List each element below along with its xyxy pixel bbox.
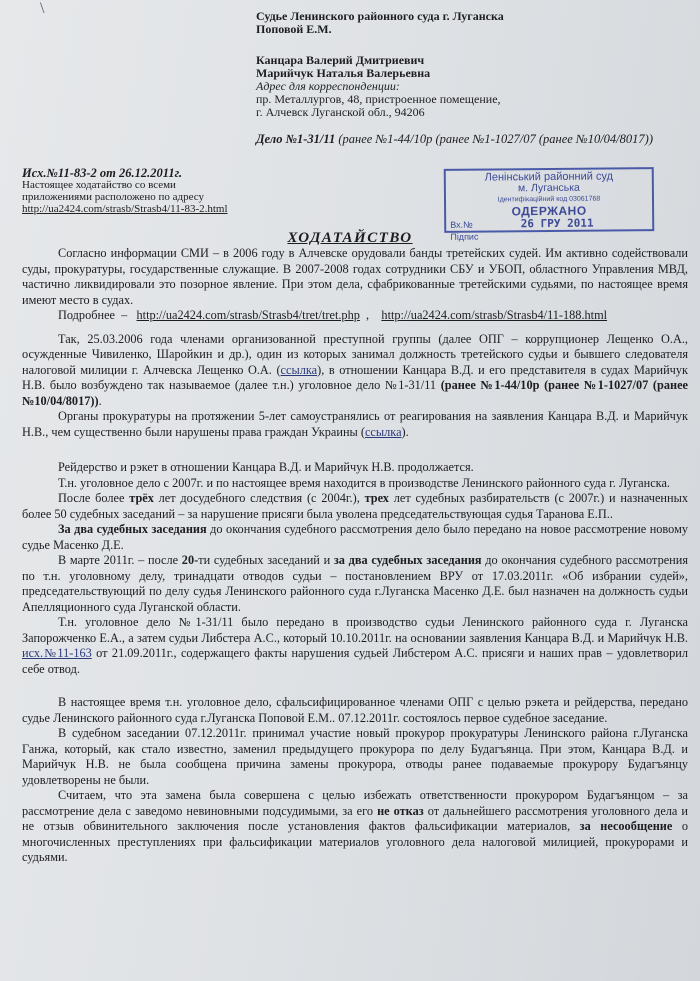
case-number-line	[256, 132, 696, 147]
paragraph-6: Т.н. уголовное дело с 2007г. и по настоящее время находится в производстве Ленинского районного суда г. Луганска.	[58, 475, 670, 490]
case-number: Дело №1-31/11	[256, 132, 336, 146]
addressee-block	[256, 10, 686, 36]
case-previous-numbers: (ранее №1-44/10р (ранее №1-1027/07 (ранее №10/04/8017))	[335, 132, 653, 146]
paragraph-5: Рейдерство и рэкет в отношении Канцара В.Д. и Марийчук Н.В. продолжается.	[58, 460, 474, 474]
addressee-judge: Поповой Е.М.	[256, 22, 332, 36]
paragraph-4	[22, 409, 688, 440]
p13-c: от дальнейшего рассмотрения уголовного дела и не отзыв обвинительного заключения после установления фактов фальсификации материалов,	[22, 803, 689, 833]
paragraph-3	[22, 332, 688, 410]
paragraph-8	[22, 522, 688, 553]
reference-link-2[interactable]: ссылка	[364, 424, 402, 439]
p7-d: лет судебных разбирательств (с 2007г.) и назначенных более 50 судебных заседаний – за нарушение присяги была уволена председательствующая судья Таранова Е.П..	[22, 491, 689, 521]
p9-a: В марте 2011г. – после	[58, 553, 182, 567]
outgoing-block	[22, 167, 252, 215]
p8-rest: до окончания судебного рассмотрения дело было передано на новое рассмотрение новому судье Масенко Д.Е.	[22, 522, 688, 552]
outgoing-link[interactable]: http://ua2424.com/strasb/Strasb4/11-83-2.html	[22, 203, 228, 215]
sender-address-line-1: пр. Металлургов, 48, пристроенное помещение,	[256, 92, 501, 106]
paragraph-11: В настоящее время т.н. уголовное дело, сфальсифицированное членами ОПГ с целью рэкета и рейдерства, передано судье Ленинского районного суда г.Луганска Поповой Е.М.. 07.12.2011г. состоялось первое судебное заседание.	[22, 695, 688, 725]
paragraph-9	[22, 553, 688, 615]
p13-bold-1: не отказ	[377, 803, 424, 818]
stamp-received-label: ОДЕРЖАНО	[511, 203, 587, 219]
stamp-signature-label: Підпис	[450, 231, 479, 242]
document-body	[22, 246, 688, 866]
p7-bold-1: трёх	[129, 491, 154, 505]
details-label: Подробнее	[58, 308, 115, 322]
corner-mark: \	[40, 0, 45, 17]
paragraph-2: Подробнее – http://ua2424.com/strasb/Strasb4/tret/tret.php , http://ua2424.com/strasb/Strasb4/11-188.html	[58, 308, 608, 322]
paragraph-10	[22, 615, 688, 677]
p7-bold-2: трех	[364, 491, 389, 505]
paragraph-4-text: Органы прокуратуры на протяжении 5-лет самоустранялись от реагирования на заявления Канцара В.Д. и Марийчук Н.В., чем существенно были нарушены права граждан Украины (	[22, 409, 688, 439]
document-title: ХОДАТАЙСТВО	[287, 230, 413, 246]
stamp-city: м. Луганська	[517, 181, 580, 195]
paragraph-3-text: Так, 25.03.2006 года членами организованной преступной группы (далее ОПГ – коррупционер Лещенко О.А., осужденные Чивиленко, Шаройкин и др.), один из которых занимал должность третейского судьи и бывшего следователя налоговой милиции г. Алчевска Лещенко О.А. (	[22, 331, 688, 377]
outgoing-ref-link[interactable]: исх.№11-163	[22, 646, 92, 660]
addressee-court: Судье Ленинского районного суда г. Луганска	[256, 9, 504, 23]
sender-address-line-2: г. Алчевск Луганской обл., 94206	[256, 105, 425, 119]
paragraph-3-text-2: ), в отношении Канцара В.Д. и его представителя в судах Марийчук Н.В. было возбуждено так называемое (далее т.н.) уголовное дело №1-31/11	[22, 362, 688, 392]
sender-address-label: Адрес для корреспонденции:	[256, 79, 400, 93]
p7-c: лет досудебного следствия (с 2004г.),	[153, 491, 365, 505]
paragraph-1: Согласно информации СМИ – в 2006 году в Алчевске орудовали банды третейских судей. Им активно содействовали суды, прокуратуры, государственные служащие. В 2007-2008 годах сотрудники СБУ и УБОП, областного Управления МВД, частично ликвидировали это позорное явление. При этом дела, сфабрикованные третейскими судьями, по настоящее время имеют место в судах.	[22, 246, 688, 307]
court-received-stamp	[444, 167, 655, 242]
case-history-bold: (ранее №1-44/10р (ранее №1-1027/07 (ранее №10/04/8017))	[22, 378, 688, 408]
reference-link-1[interactable]: ссылка	[280, 362, 318, 377]
paragraph-13	[22, 788, 688, 866]
details-link-1[interactable]: http://ua2424.com/strasb/Strasb4/tret/tret.php	[136, 308, 360, 322]
details-link-2[interactable]: http://ua2424.com/strasb/Strasb4/11-188.html	[381, 308, 608, 322]
outgoing-note-2: приложениями расположено по адресу	[22, 191, 204, 203]
paragraph-4-end: ).	[401, 424, 409, 439]
sender-name-2: Марийчук Наталья Валерьевна	[256, 66, 431, 80]
p9-bold-1: 20-	[181, 553, 199, 567]
p13-a: Считаем, что эта замена была совершена с целью избежать ответственности прокурором Будагъянцом – за рассмотрение дела с заведомо невиновными подсудимыми, за его	[22, 788, 688, 818]
p13-bold-2: за несообщение	[579, 819, 673, 833]
p10-b: от 21.09.2011г., содержащего факты нарушения судьей Либстером А.С. присяги и наших прав – удовлетворил себе отвод.	[22, 646, 688, 676]
paragraph-3-end: .	[98, 393, 102, 408]
stamp-court-name: Ленінський районний суд	[484, 170, 614, 184]
stamp-id-code: Ідентифікаційний код 03061768	[497, 195, 601, 204]
p8-bold: За два судебных заседания	[58, 522, 207, 536]
sender-name-1: Канцара Валерий Дмитриевич	[256, 53, 425, 67]
outgoing-note-1: Настоящее ходатайство со всеми	[22, 179, 176, 191]
stamp-incoming-row	[446, 217, 652, 231]
p7-a: После более	[58, 491, 130, 505]
sender-block	[256, 54, 696, 119]
stamp-date: 26 ГРУ 2011	[520, 216, 594, 231]
p13-d: о многочисленных преступлениях при фальсификации материалов уголовного дела налоговой милицией, прокурорами и судьями.	[22, 819, 688, 864]
paragraph-12: В судебном заседании 07.12.2011г. принимал участие новый прокурор прокуратуры Ленинского района г.Луганска Ганжа, который, как стало известно, заменил предыдущего прокурора по делу Будагъянца. При этом, Канцара В.Д. и Марийчук Н.В. не была сообщена причина замены прокурора, отводы ранее подаваемые прокурору Будагъянцу удовлетворены не были.	[22, 726, 688, 787]
p9-d: до окончания судебного рассмотрения по т.н. уголовному делу, тринадцати отводов судьи – постановлением ВРУ от 17.03.2011г. «Об избрании судей», председательствующий по делу судья Ленинского районного суда г.Луганска Масенко Д.Е. был назначен на должность судьи Апелляционного суда Луганской области.	[22, 553, 688, 614]
paragraph-7	[22, 491, 688, 522]
stamp-incoming-label: Вх.№	[450, 219, 473, 230]
p10-a: Т.н. уголовное дело №1-31/11 было передано в производство судьи Ленинского районного суда г. Луганска Запорожченко Е.А., а затем судьи Либстера А.С., который 10.10.2011г. на основании заявления Канцара В.Д. и Марийчук Н.В.	[22, 615, 688, 645]
p9-bold-2: за два судебных заседания	[333, 553, 482, 567]
outgoing-number: Исх.№11-83-2 от 26.12.2011г.	[22, 166, 183, 180]
p9-c: ти судебных заседаний и	[198, 553, 334, 567]
